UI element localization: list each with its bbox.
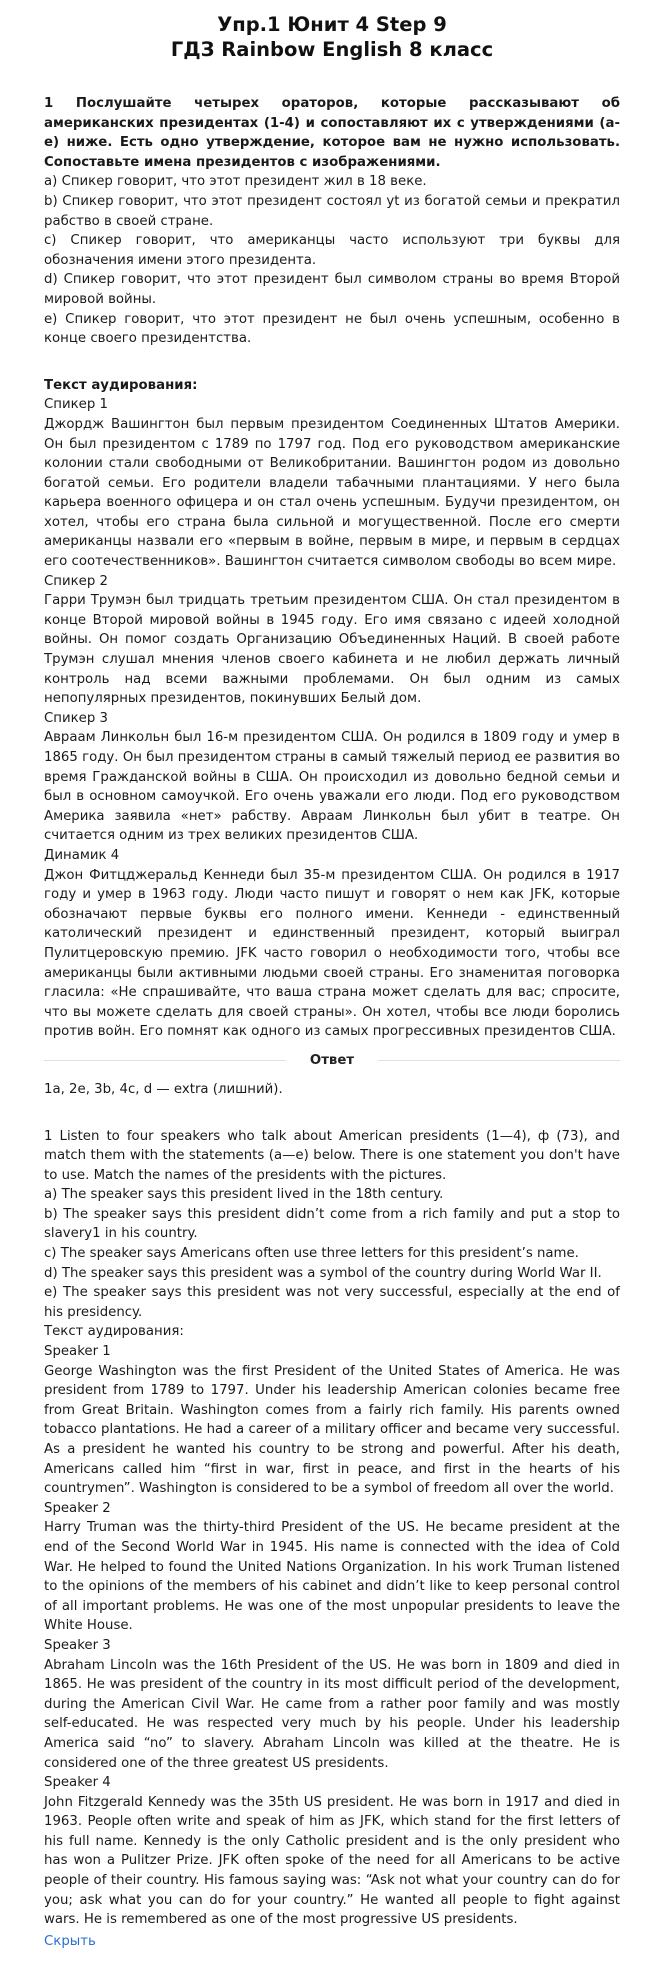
page-title [44,12,620,62]
transcript-en-speaker-3: Speaker 3 [44,1637,111,1653]
task-ru [44,94,620,349]
transcript-en-text-2: Harry Truman was the thirty-third President of the US. He became president at the end of the Second World War in 1945. His name is connected with the idea of Cold War. He helped to found the United Nations Organization. In his work Truman listened to the opinions of the members of his cabinet and didn’t like to keep personal control of all important problems. He was one of the most unpopular presidents to leave the White House. [44,1520,620,1634]
task-ru-statement-c: c) Спикер говорит, что американцы часто используют три буквы для обозначения имени этого президента. [44,233,620,268]
transcript-ru-text-2: Гарри Трумэн был тридцать третьим президентом США. Он стал президентом в конце Второй мировой войны в 1945 году. Его имя связано с идеей холодной войны. Он помог создать Организацию Объединенных Наций. В своей работе Трумэн слушал мнения членов своего кабинета и не любил держать личный контроль над всеми важными проблемами. Он был одним из самых непопулярных президентов, покинувших Белый дом. [44,593,620,707]
transcript-ru [44,376,620,1042]
task-en-statement-a: a) The speaker says this president lived in the 18th century. [44,1187,444,1203]
task-en-statement-c: c) The speaker says Americans often use three letters for this president’s name. [44,1246,579,1262]
spacer [44,1117,620,1127]
task-en-statement-d: d) The speaker says this president was a symbol of the country during World War II. [44,1265,602,1281]
spacer [44,349,620,376]
divider-line-right [378,1060,620,1061]
transcript-en-text-1: George Washington was the first President of the United States of America. He was president from 1789 to 1797. Under his leadership American colonies became free from Great Britain. Washington comes from a fairly rich family. His parents owned tobacco plantations. He had a career of a military officer and became very successful. As a president he wanted his country to be strong and powerful. After his death, Americans called him “first in war, first in peace, and first in the hearts of his countrymen”. Washington is considered to be a symbol of freedom all over the world. [44,1363,620,1497]
transcript-en-speaker-2: Speaker 2 [44,1500,111,1516]
transcript-ru-text-1: Джордж Вашингтон был первым президентом Соединенных Штатов Америки. Он был президентом с 1789 по 1797 год. Под его руководством американские колонии стали свободными от Великобритании. Вашингтон родом из довольно богатой семьи. Его родители владели табачными плантациями. У него была карьера военного офицера и он стал очень успешным. Будучи президентом, он хотел, чтобы его страна была сильной и могущественной. После его смерти американцы назвали его «первым в войне, первым в мире, и первым в сердцах его соотечественников». Вашингтон считается символом свободы во всем мире. [44,416,620,570]
transcript-en-text-4: John Fitzgerald Kennedy was the 35th US president. He was born in 1917 and died in 1963. People often write and speak of him as JFK, which stand for the first letters of his full name. Kennedy is the only Catholic president and is the only president who has won a Pulitzer Prize. JFK often spoke of the need for all Americans to be active people of their country. His famous saying was: “Ask not what your country can do for you; ask what you can do for your country.” He wanted all people to fight against wars. He is remembered as one of the most progressive US presidents. [44,1794,620,1928]
transcript-en [44,1322,620,1929]
answer-text: 1a, 2e, 3b, 4c, d — extra (лишний). [44,1081,283,1097]
transcript-ru-text-4: Джон Фитцджеральд Кеннеди был 35-м президентом США. Он родился в 1917 году и умер в 1963 году. Люди часто пишут и говорят о нем как JFK, которые обозначают первые буквы его полного имени. Кеннеди - единственный католический президент и единственный президент, который выиграл Пулитцеровскую премию. JFK часто говорил о необходимости того, чтобы все американцы были активными людьми своей страны. Его знаменитая поговорка гласила: «Не спрашивайте, что ваша страна может сделать для вас; спросите, что вы можете сделать для своей страны». Он хотел, чтобы все люди боролись против войн. Его помнят как одного из самых прогрессивных президентов США. [44,867,620,1040]
task-ru-intro: 1 Послушайте четырех ораторов, которые рассказывают об американских президентах (1-4) и сопоставляют их с утверждениями (a-e) ниже. Есть одно утверждение, которое вам не нужно использовать. Сопоставьте имена президентов с изображениями. [44,96,620,170]
transcript-ru-speaker-4: Динамик 4 [44,847,120,863]
transcript-ru-speaker-1: Спикер 1 [44,397,108,413]
transcript-en-speaker-4: Speaker 4 [44,1775,111,1791]
transcript-ru-speaker-2: Спикер 2 [44,573,108,589]
task-en-statement-b: b) The speaker says this president didn’t come from a rich family and put a stop to slavery1 in his country. [44,1206,620,1242]
transcript-ru-text-3: Авраам Линкольн был 16-м президентом США. Он родился в 1809 году и умер в 1865 году. Он был президентом страны в самый тяжелый период ее развития во время Гражданской войны в США. Он происходил из довольно бедной семьи и был в основном самоучкой. Его очень уважали его люди. Под его руководством Америка заявила «нет» рабству. Авраам Линкольн был убит в театре. Он считается одним из трех великих президентов США. [44,730,620,844]
answer-divider [44,1053,620,1068]
transcript-ru-heading: Текст аудирования: [44,377,198,393]
task-ru-statement-b: b) Спикер говорит, что этот президент состоял yt из богатой семьи и прекратил рабство в своей стране. [44,193,620,229]
task-en-intro: 1 Listen to four speakers who talk about American presidents (1—4), ф (73), and match them with the statements (a—e) below. There is one statement you don't have to use. Match the names of the presidents with the pictures. [44,1128,620,1183]
title-line-2: ГДЗ Rainbow English 8 класс [170,38,494,61]
task-ru-statement-a: a) Спикер говорит, что этот президент жил в 18 веке. [44,174,427,190]
transcript-en-heading: Текст аудирования: [44,1324,184,1340]
task-en-statement-e: e) The speaker says this president was not very successful, especially at the end of his presidency. [44,1285,620,1320]
divider-line-left [44,1060,286,1061]
task-ru-statement-d: d) Спикер говорит, что этот президент был символом страны во время Второй мировой войны. [44,272,620,307]
answer-label: Ответ [309,1052,355,1068]
task-en [44,1127,620,1323]
hide-link[interactable]: Скрыть [44,1933,96,1949]
transcript-en-speaker-1: Speaker 1 [44,1344,111,1360]
task-ru-statement-e: e) Спикер говорит, что этот президент не был очень успешным, особенно в конце своего президентства. [44,311,620,347]
transcript-en-text-3: Abraham Lincoln was the 16th President of the US. He was born in 1809 and died in 1865. He was president of the country in its most difficult period of the development, during the American Civil War. He came from a rather poor family and was mostly self-educated. He was respected very much by his people. Under his leadership America said “no” to slavery. Abraham Lincoln was killed at the theatre. He is considered one of the three greatest US presidents. [44,1657,620,1771]
transcript-ru-speaker-3: Спикер 3 [44,710,108,726]
title-line-1: Упр.1 Юнит 4 Step 9 [217,13,447,36]
